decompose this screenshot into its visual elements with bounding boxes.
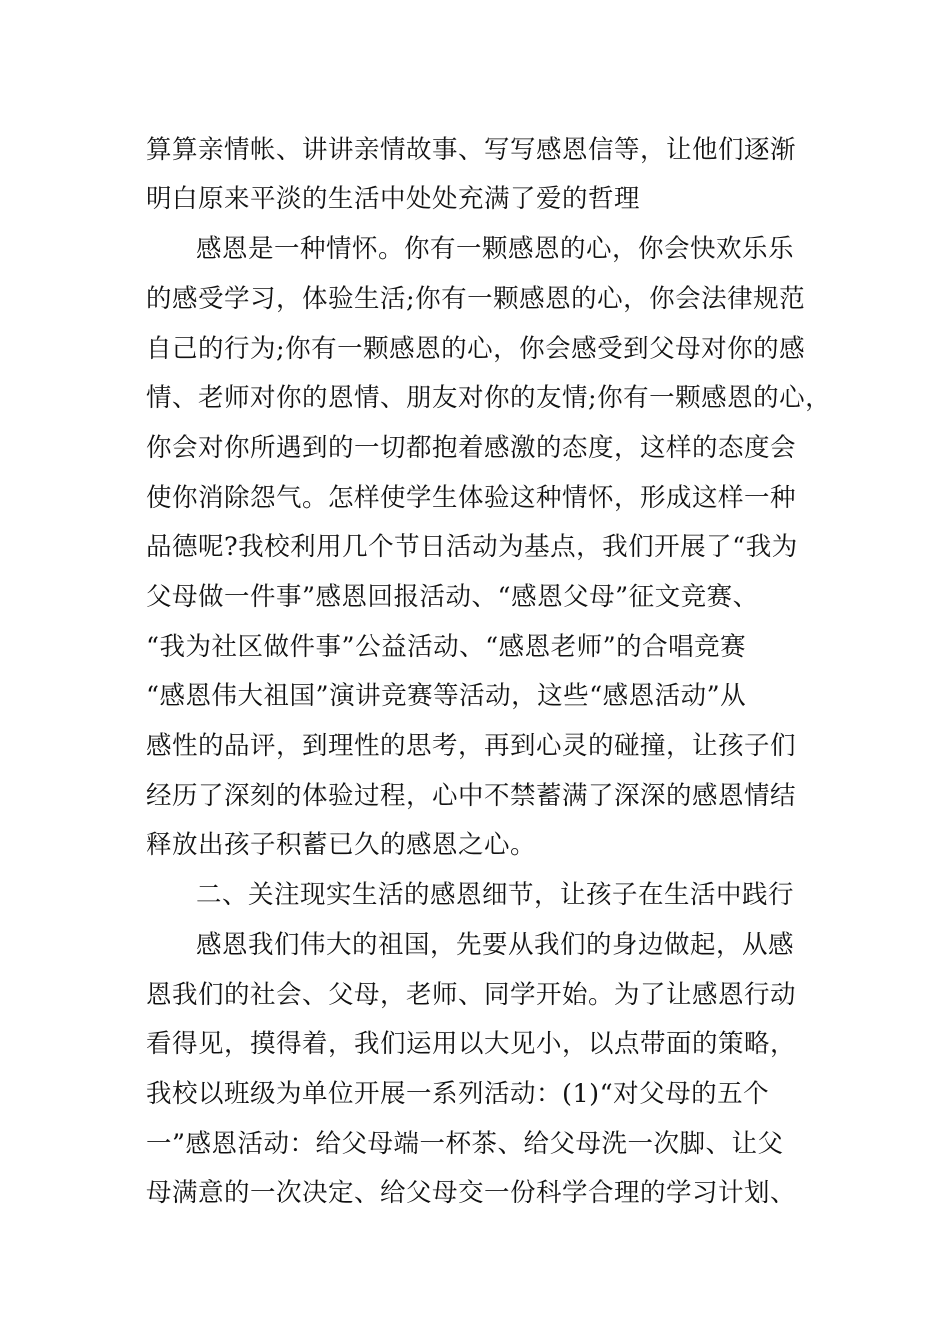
text-line: 情、老师对你的恩情、朋友对你的友情;你有一颗感恩的心， (146, 383, 832, 413)
text-line: 你会对你所遇到的一切都抱着感激的态度，这样的态度会 (146, 433, 797, 463)
section-heading: 二、关注现实生活的感恩细节，让孩子在生活中践行 (196, 880, 795, 910)
text-line: 的感受学习，体验生活;你有一颗感恩的心，你会法律规范 (146, 284, 806, 314)
text-line: 一”感恩活动：给父母端一杯茶、给父母洗一次脚、让父 (146, 1129, 784, 1159)
text-line: 母满意的一次决定、给父母交一份科学合理的学习计划、 (146, 1178, 797, 1208)
text-line: 恩我们的社会、父母，老师、同学开始。为了让感恩行动 (146, 980, 797, 1010)
text-line: 看得见，摸得着，我们运用以大见小，以点带面的策略， (146, 1029, 797, 1059)
text-line: 算算亲情帐、讲讲亲情故事、写写感恩信等，让他们逐渐 (146, 135, 797, 165)
text-line: “感恩伟大祖国”演讲竞赛等活动，这些“感恩活动”从 (146, 681, 747, 711)
paragraph-first-line: 感恩是一种情怀。你有一颗感恩的心，你会快欢乐乐 (196, 234, 795, 264)
text-line: 我校以班级为单位开展一系列活动：(1)“对父母的五个 (146, 1079, 770, 1109)
text-line: 自己的行为;你有一颗感恩的心，你会感受到父母对你的感 (146, 334, 806, 364)
text-line: 使你消除怨气。怎样使学生体验这种情怀，形成这样一种 (146, 483, 797, 513)
text-line: 感性的品评，到理性的思考，再到心灵的碰撞，让孩子们 (146, 731, 797, 761)
text-line: 释放出孩子积蓄已久的感恩之心。 (146, 830, 537, 860)
text-line: 经历了深刻的体验过程，心中不禁蓄满了深深的感恩情结 (146, 781, 797, 811)
text-line: “我为社区做件事”公益活动、“感恩老师”的合唱竞赛 (146, 632, 747, 662)
text-line: 明白原来平淡的生活中处处充满了爱的哲理 (146, 184, 641, 214)
paragraph-first-line: 感恩我们伟大的祖国，先要从我们的身边做起，从感 (196, 930, 795, 960)
text-line: 父母做一件事”感恩回报活动、“感恩父母”征文竞赛、 (146, 582, 759, 612)
text-line: 品德呢?我校利用几个节日活动为基点，我们开展了“我为 (146, 532, 798, 562)
